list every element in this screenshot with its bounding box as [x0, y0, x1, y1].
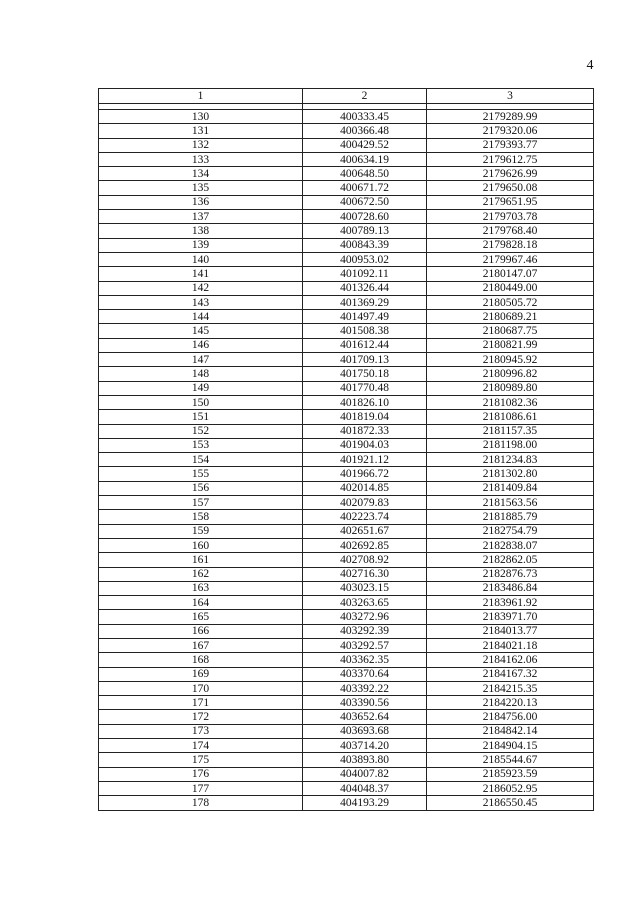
table-row	[99, 281, 594, 295]
y-coordinate-cell: 2184021.18	[427, 638, 594, 652]
y-coordinate-cell: 2184162.06	[427, 653, 594, 667]
x-coordinate-cell: 400672.50	[303, 195, 427, 209]
y-coordinate-cell: 2180147.07	[427, 267, 594, 281]
x-coordinate-cell: 400634.19	[303, 152, 427, 166]
x-coordinate-cell: 402651.67	[303, 524, 427, 538]
x-coordinate-cell: 401921.12	[303, 453, 427, 467]
table-row	[99, 610, 594, 624]
y-coordinate-cell: 2181198.00	[427, 438, 594, 452]
x-coordinate-cell: 401770.48	[303, 381, 427, 395]
table-row	[99, 624, 594, 638]
x-coordinate-cell: 403263.65	[303, 596, 427, 610]
y-coordinate-cell: 2180945.92	[427, 353, 594, 367]
table-row	[99, 210, 594, 224]
point-number-cell: 144	[99, 310, 303, 324]
point-number-cell: 140	[99, 252, 303, 266]
x-coordinate-cell: 402692.85	[303, 538, 427, 552]
point-number-cell: 130	[99, 110, 303, 124]
table-row	[99, 796, 594, 810]
x-coordinate-cell: 401508.38	[303, 324, 427, 338]
x-coordinate-cell: 403292.57	[303, 638, 427, 652]
y-coordinate-cell: 2179612.75	[427, 152, 594, 166]
y-coordinate-cell: 2179320.06	[427, 124, 594, 138]
table-row	[99, 767, 594, 781]
y-coordinate-cell: 2179650.08	[427, 181, 594, 195]
point-number-cell: 149	[99, 381, 303, 395]
point-number-cell: 148	[99, 367, 303, 381]
y-coordinate-cell: 2184842.14	[427, 724, 594, 738]
x-coordinate-cell: 403714.20	[303, 739, 427, 753]
x-coordinate-cell: 401904.03	[303, 438, 427, 452]
x-coordinate-cell: 403272.96	[303, 610, 427, 624]
y-coordinate-cell: 2182754.79	[427, 524, 594, 538]
table-row	[99, 596, 594, 610]
point-number-cell: 170	[99, 681, 303, 695]
y-coordinate-cell: 2180989.80	[427, 381, 594, 395]
point-number-cell: 172	[99, 710, 303, 724]
point-number-cell: 136	[99, 195, 303, 209]
y-coordinate-cell: 2180996.82	[427, 367, 594, 381]
y-coordinate-cell: 2179626.99	[427, 167, 594, 181]
point-number-cell: 178	[99, 796, 303, 810]
x-coordinate-cell: 403392.22	[303, 681, 427, 695]
point-number-cell: 171	[99, 696, 303, 710]
table-row	[99, 224, 594, 238]
y-coordinate-cell: 2185544.67	[427, 753, 594, 767]
y-coordinate-cell: 2184756.00	[427, 710, 594, 724]
x-coordinate-cell: 400333.45	[303, 110, 427, 124]
table-row	[99, 781, 594, 795]
point-number-cell: 158	[99, 510, 303, 524]
y-coordinate-cell: 2179651.95	[427, 195, 594, 209]
y-coordinate-cell: 2184220.13	[427, 696, 594, 710]
point-number-cell: 133	[99, 152, 303, 166]
point-number-cell: 154	[99, 453, 303, 467]
y-coordinate-cell: 2182876.73	[427, 567, 594, 581]
point-number-cell: 177	[99, 781, 303, 795]
y-coordinate-cell: 2186550.45	[427, 796, 594, 810]
x-coordinate-cell: 401497.49	[303, 310, 427, 324]
point-number-cell: 131	[99, 124, 303, 138]
table-row	[99, 653, 594, 667]
y-coordinate-cell: 2181082.36	[427, 395, 594, 409]
table-row	[99, 110, 594, 124]
point-number-cell: 173	[99, 724, 303, 738]
table-row	[99, 181, 594, 195]
point-number-cell: 164	[99, 596, 303, 610]
table-row	[99, 481, 594, 495]
y-coordinate-cell: 2185923.59	[427, 767, 594, 781]
x-coordinate-cell: 401966.72	[303, 467, 427, 481]
point-number-cell: 166	[99, 624, 303, 638]
point-number-cell: 134	[99, 167, 303, 181]
x-coordinate-cell: 401092.11	[303, 267, 427, 281]
table-body	[99, 104, 594, 811]
y-coordinate-cell: 2180687.75	[427, 324, 594, 338]
y-coordinate-cell: 2181086.61	[427, 410, 594, 424]
table-row	[99, 753, 594, 767]
point-number-cell: 145	[99, 324, 303, 338]
header-col-2: 2	[303, 89, 427, 104]
y-coordinate-cell: 2180821.99	[427, 338, 594, 352]
x-coordinate-cell: 403652.64	[303, 710, 427, 724]
x-coordinate-cell: 400728.60	[303, 210, 427, 224]
x-coordinate-cell: 401326.44	[303, 281, 427, 295]
point-number-cell: 141	[99, 267, 303, 281]
table-row	[99, 696, 594, 710]
x-coordinate-cell: 400648.50	[303, 167, 427, 181]
table-row	[99, 710, 594, 724]
table-row	[99, 195, 594, 209]
header-col-1: 1	[99, 89, 303, 104]
y-coordinate-cell: 2180689.21	[427, 310, 594, 324]
x-coordinate-cell: 403370.64	[303, 667, 427, 681]
table-row	[99, 724, 594, 738]
y-coordinate-cell: 2184167.32	[427, 667, 594, 681]
point-number-cell: 175	[99, 753, 303, 767]
point-number-cell: 165	[99, 610, 303, 624]
y-coordinate-cell: 2181409.84	[427, 481, 594, 495]
x-coordinate-cell: 402079.83	[303, 496, 427, 510]
y-coordinate-cell: 2181885.79	[427, 510, 594, 524]
table-row	[99, 267, 594, 281]
y-coordinate-cell: 2179703.78	[427, 210, 594, 224]
table-row	[99, 238, 594, 252]
x-coordinate-cell: 400429.52	[303, 138, 427, 152]
y-coordinate-cell: 2183486.84	[427, 581, 594, 595]
y-coordinate-cell: 2179289.99	[427, 110, 594, 124]
table-row	[99, 410, 594, 424]
y-coordinate-cell: 2181302.80	[427, 467, 594, 481]
coordinates-table	[98, 88, 594, 811]
y-coordinate-cell: 2179828.18	[427, 238, 594, 252]
point-number-cell: 132	[99, 138, 303, 152]
y-coordinate-cell: 2179967.46	[427, 252, 594, 266]
y-coordinate-cell: 2184013.77	[427, 624, 594, 638]
x-coordinate-cell: 401369.29	[303, 295, 427, 309]
point-number-cell: 151	[99, 410, 303, 424]
y-coordinate-cell: 2181234.83	[427, 453, 594, 467]
point-number-cell: 161	[99, 553, 303, 567]
table-row	[99, 152, 594, 166]
y-coordinate-cell: 2179768.40	[427, 224, 594, 238]
x-coordinate-cell: 403023.15	[303, 581, 427, 595]
x-coordinate-cell: 402223.74	[303, 510, 427, 524]
x-coordinate-cell: 404007.82	[303, 767, 427, 781]
x-coordinate-cell: 404048.37	[303, 781, 427, 795]
table-row	[99, 252, 594, 266]
table-row	[99, 324, 594, 338]
point-number-cell: 167	[99, 638, 303, 652]
point-number-cell: 163	[99, 581, 303, 595]
x-coordinate-cell: 401819.04	[303, 410, 427, 424]
point-number-cell: 139	[99, 238, 303, 252]
table-row	[99, 553, 594, 567]
y-coordinate-cell: 2182838.07	[427, 538, 594, 552]
x-coordinate-cell: 401709.13	[303, 353, 427, 367]
point-number-cell: 162	[99, 567, 303, 581]
y-coordinate-cell: 2183961.92	[427, 596, 594, 610]
y-coordinate-cell: 2180449.00	[427, 281, 594, 295]
table-row	[99, 167, 594, 181]
point-number-cell: 159	[99, 524, 303, 538]
table-header	[99, 89, 594, 104]
table-row	[99, 681, 594, 695]
point-number-cell: 157	[99, 496, 303, 510]
table-row	[99, 381, 594, 395]
table-row	[99, 567, 594, 581]
table-row	[99, 638, 594, 652]
point-number-cell: 174	[99, 739, 303, 753]
x-coordinate-cell: 400843.39	[303, 238, 427, 252]
table-row	[99, 395, 594, 409]
header-row	[99, 89, 594, 104]
table-row	[99, 367, 594, 381]
y-coordinate-cell: 2181563.56	[427, 496, 594, 510]
table-row	[99, 524, 594, 538]
x-coordinate-cell: 400789.13	[303, 224, 427, 238]
point-number-cell: 150	[99, 395, 303, 409]
point-number-cell: 152	[99, 424, 303, 438]
table-row	[99, 295, 594, 309]
table-row	[99, 739, 594, 753]
x-coordinate-cell: 400953.02	[303, 252, 427, 266]
point-number-cell: 156	[99, 481, 303, 495]
point-number-cell: 138	[99, 224, 303, 238]
x-coordinate-cell: 401826.10	[303, 395, 427, 409]
table-row	[99, 310, 594, 324]
header-col-3: 3	[427, 89, 594, 104]
x-coordinate-cell: 403693.68	[303, 724, 427, 738]
x-coordinate-cell: 403893.80	[303, 753, 427, 767]
x-coordinate-cell: 400366.48	[303, 124, 427, 138]
point-number-cell: 153	[99, 438, 303, 452]
x-coordinate-cell: 402716.30	[303, 567, 427, 581]
x-coordinate-cell: 403390.56	[303, 696, 427, 710]
table-row	[99, 353, 594, 367]
point-number-cell: 143	[99, 295, 303, 309]
x-coordinate-cell: 402708.92	[303, 553, 427, 567]
y-coordinate-cell: 2182862.05	[427, 553, 594, 567]
table-row	[99, 467, 594, 481]
page-number: 4	[586, 58, 594, 73]
table-row	[99, 438, 594, 452]
point-number-cell: 146	[99, 338, 303, 352]
table-row	[99, 538, 594, 552]
point-number-cell: 155	[99, 467, 303, 481]
y-coordinate-cell: 2184904.15	[427, 739, 594, 753]
table-row	[99, 338, 594, 352]
y-coordinate-cell: 2184215.35	[427, 681, 594, 695]
y-coordinate-cell: 2181157.35	[427, 424, 594, 438]
table-row	[99, 496, 594, 510]
table-row	[99, 453, 594, 467]
x-coordinate-cell: 404193.29	[303, 796, 427, 810]
table-row	[99, 581, 594, 595]
y-coordinate-cell: 2179393.77	[427, 138, 594, 152]
table-row	[99, 510, 594, 524]
table-row	[99, 124, 594, 138]
x-coordinate-cell: 400671.72	[303, 181, 427, 195]
x-coordinate-cell: 403362.35	[303, 653, 427, 667]
point-number-cell: 176	[99, 767, 303, 781]
y-coordinate-cell: 2180505.72	[427, 295, 594, 309]
point-number-cell: 160	[99, 538, 303, 552]
x-coordinate-cell: 403292.39	[303, 624, 427, 638]
x-coordinate-cell: 402014.85	[303, 481, 427, 495]
point-number-cell: 169	[99, 667, 303, 681]
point-number-cell: 147	[99, 353, 303, 367]
x-coordinate-cell: 401872.33	[303, 424, 427, 438]
x-coordinate-cell: 401612.44	[303, 338, 427, 352]
table-row	[99, 424, 594, 438]
point-number-cell: 135	[99, 181, 303, 195]
point-number-cell: 168	[99, 653, 303, 667]
point-number-cell: 137	[99, 210, 303, 224]
y-coordinate-cell: 2183971.70	[427, 610, 594, 624]
table-row	[99, 138, 594, 152]
y-coordinate-cell: 2186052.95	[427, 781, 594, 795]
x-coordinate-cell: 401750.18	[303, 367, 427, 381]
point-number-cell: 142	[99, 281, 303, 295]
table-row	[99, 667, 594, 681]
